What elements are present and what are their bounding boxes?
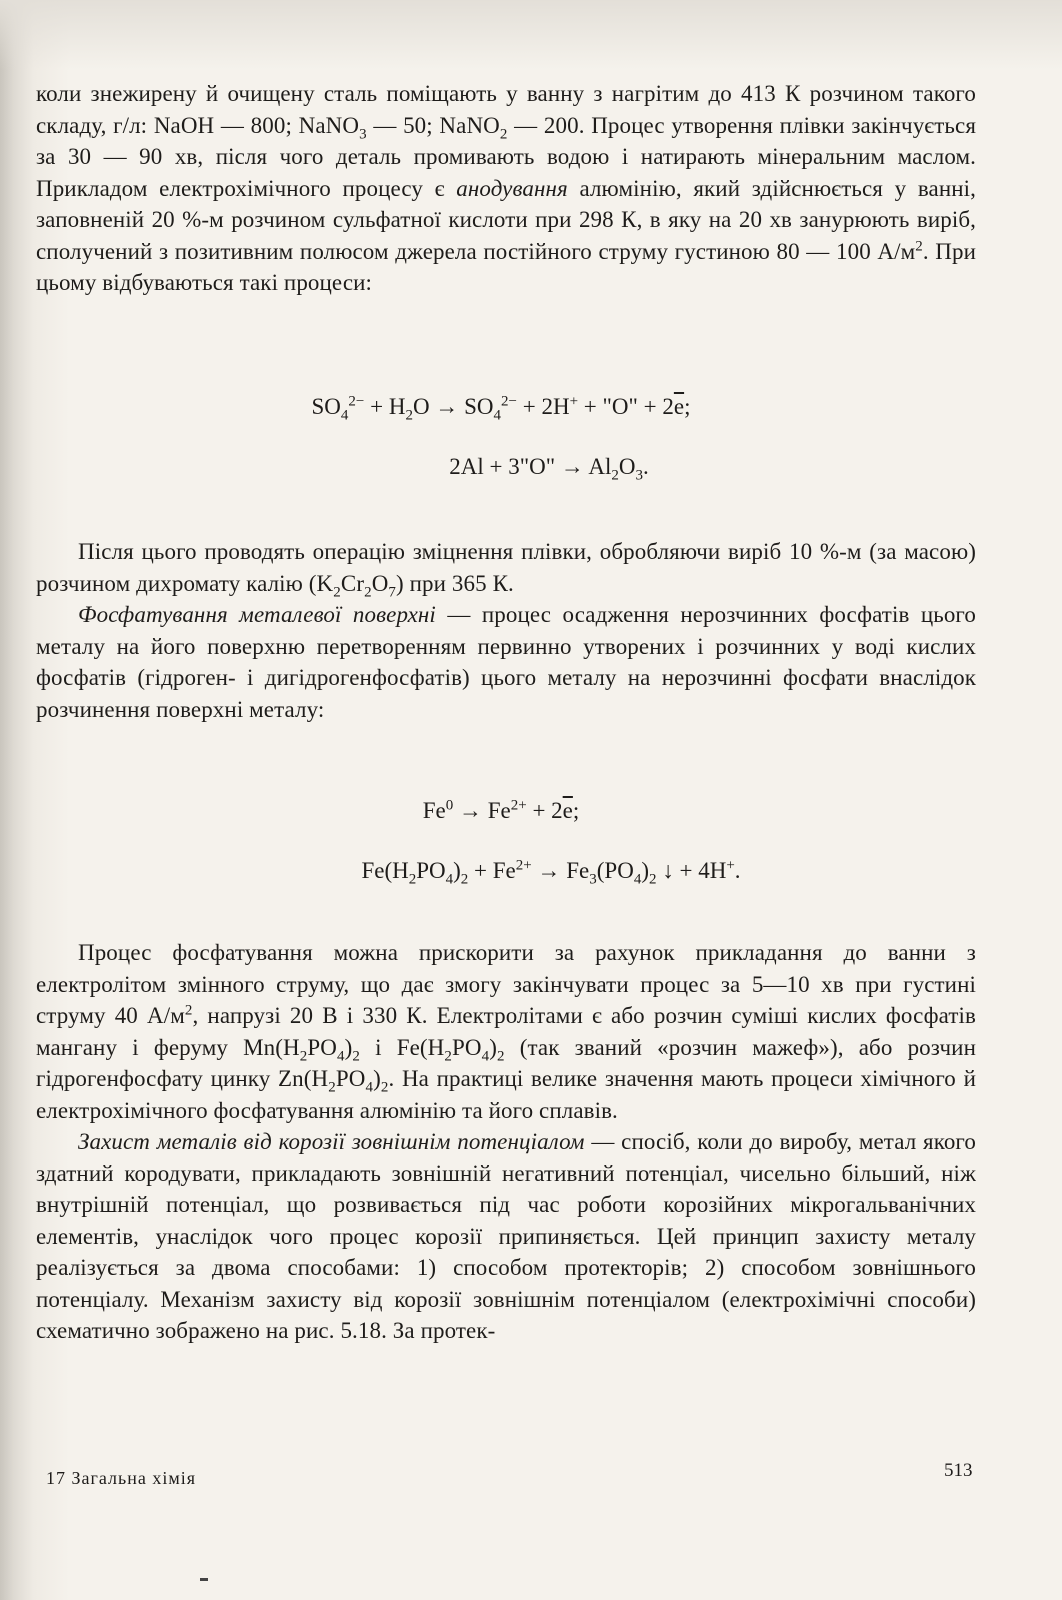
text-run: і Fe(H	[359, 1034, 445, 1060]
formula-phosphating-1	[0, 798, 1032, 824]
formula-part: )	[344, 1034, 353, 1060]
formula-part: O	[371, 570, 389, 596]
subscript: 2	[405, 407, 413, 424]
text-run: — 200. Процес утворення плівки закінчується за 30 — 90 хв, після чого деталь промивають водою і натирають мінеральним маслом. Прикладом електрохімічного процесу є	[36, 112, 976, 201]
superscript: 2+	[510, 797, 527, 814]
subscript: 2	[328, 1079, 336, 1096]
text-run: (так званий «розчин мажеф»), або розчин гідрогенфосфату цинку Zn(H	[36, 1034, 976, 1091]
footer-signature: 17 Загальна хімія	[46, 1468, 197, 1488]
subscript: 3	[359, 126, 367, 143]
subscript: 7	[388, 584, 397, 601]
formula-part: Cr	[340, 570, 365, 596]
formula-part: Fe	[422, 798, 446, 823]
superscript: 2	[915, 237, 923, 254]
page-number: 513	[944, 1460, 973, 1481]
subscript: 2	[352, 1048, 360, 1065]
subscript: 2	[648, 871, 657, 888]
subscript: 3	[589, 871, 597, 888]
page-shadow	[0, 0, 1062, 70]
text-run: — спосіб, коли до виробу, метал якого здатний кородувати, прикладають зовнішній негативний потенціал, чисельно більший, ніж внутрішній потенціал, що розвивається під час роботи корозійних мікрогальванічних елементів, унаслідок чого процес корозії припиняється. Цей принцип захисту металу реалізується за двома способами: 1) способом протекторів; 2) способом зовнішнього потенціалу. Механізм захисту від корозії зовнішнім потенціалом (електрохімічні способи) схематично зображено на рис. 5.18. За протек-	[36, 1129, 976, 1343]
subscript: 2	[299, 1048, 308, 1065]
formula-part: (K	[308, 570, 334, 596]
formula-part: PO	[416, 858, 446, 883]
subscript: 4	[336, 1048, 345, 1065]
formula-part: + "O" + 2	[578, 394, 674, 419]
formula-part: .	[734, 858, 741, 883]
subscript: 4	[445, 871, 454, 888]
print-mark	[200, 1578, 208, 1581]
superscript: 2	[184, 1002, 193, 1019]
subscript: 2	[364, 584, 372, 601]
formula-part: → Fe	[531, 858, 590, 883]
text-run: — процес осадження нерозчинних фосфатів цього металу на його поверхню перетворенням первинно утворених і розчинних у воді кислих фосфатів (гідроген- і дигідрогенфосфатів) цього металу на нерозчинні фосфати внаслідок розчинення поверхні металу:	[36, 602, 976, 722]
emphasis-term: анодування	[456, 175, 568, 201]
text-run: . При цьому відбуваються такі процеси:	[36, 238, 976, 295]
subscript: 2	[460, 871, 469, 888]
formula-part: + 2	[526, 798, 563, 823]
paragraph-5	[36, 1126, 976, 1347]
formula-part: + H	[364, 394, 406, 419]
text-run: алюмінію, який здійснюється у ванні, заповненій 20 %-м розчином сульфатної кислоти при 298 К, в яку на 20 хв занурюють виріб, сполучений з позитивним полюсом джерела постійного струму густиною 80 — 100 А/м	[36, 175, 976, 264]
emphasis-term: Фосфатування металевої поверхні	[78, 602, 436, 627]
electron-symbol: $\overline{e}$	[673, 394, 685, 419]
formula-part: O → SO	[412, 394, 494, 419]
subscript: 4	[493, 407, 501, 424]
paragraph-4	[36, 937, 976, 1126]
emphasis-term: Захист металів від корозії зовнішнім потенціалом	[78, 1129, 585, 1154]
formula-phosphating-2	[20, 857, 1062, 888]
subscript: 4	[633, 871, 642, 888]
formula-part: PO	[307, 1034, 337, 1060]
text-run: . На практиці велике значення мають процеси хімічного й електрохімічного фосфатування алюмінію та його сплавів.	[36, 1066, 976, 1123]
formula-part: )	[396, 570, 404, 596]
text-run: , напрузі 20 В і 330 К. Електролітами є або розчин суміші кислих фосфатів мангану і феруму Mn(H	[36, 1003, 976, 1060]
formula-part: PO	[335, 1066, 366, 1091]
formula-part: )	[641, 858, 649, 883]
electron-symbol: $\overline{e}$	[562, 798, 573, 823]
superscript: +	[726, 857, 735, 874]
formula-part: PO	[452, 1034, 482, 1060]
superscript: 0	[445, 797, 454, 814]
formula-part: .	[642, 454, 649, 479]
formula-part: ↓ + 4H	[656, 858, 727, 883]
subscript: 2	[611, 467, 619, 484]
text-run: Процес фосфатування можна прискорити за рахунок прикладання до ванни з електролітом змінного струму, що дає змогу закінчувати процес за 5—10 хв при густині струму 40 А/м	[36, 940, 976, 1028]
formula-part: 2Al + 3"O" → Al	[449, 454, 612, 479]
formula-part: (PO	[596, 858, 634, 883]
paragraph-3	[36, 599, 976, 725]
formula-part: + Fe	[468, 858, 516, 883]
paragraph-2-3	[36, 536, 976, 725]
formula-part: )	[489, 1034, 497, 1060]
subscript: 3	[635, 467, 643, 484]
formula-part: O	[618, 454, 636, 479]
formula-part: )	[453, 858, 461, 883]
superscript: 2−	[501, 393, 517, 410]
subscript: 2	[380, 1079, 389, 1096]
formula-part: ;	[572, 798, 580, 823]
formula-part: )	[373, 1066, 381, 1091]
text-run: Після цього проводять операцію зміцнення плівки, обробляючи виріб 10 %-м (за масою) розчином дихромату калію	[36, 539, 976, 596]
subscript: 4	[365, 1079, 374, 1096]
subscript: 4	[340, 407, 349, 424]
text-run: коли знежирену й очищену сталь поміщають у ванну з нагрітим до 413 К розчином такого складу, г/л: NaOH — 800; NaNO	[36, 81, 976, 138]
superscript: +	[569, 393, 579, 410]
formula-part: + 2H	[516, 394, 570, 419]
superscript: 2+	[515, 857, 532, 874]
subscript: 2	[444, 1048, 452, 1065]
text-run: при 365 К.	[403, 570, 514, 596]
paragraph-1	[36, 78, 976, 299]
superscript: 2−	[348, 393, 365, 410]
subscript: 2	[499, 126, 508, 143]
subscript: 2	[496, 1048, 505, 1065]
paragraph-4-5	[36, 937, 976, 1347]
subscript: 2	[408, 871, 417, 888]
formula-anodizing-1	[0, 393, 1032, 424]
formula-part: → Fe	[453, 798, 511, 823]
formula-anodizing-2	[18, 454, 1062, 484]
formula-part: Fe(H	[361, 858, 409, 883]
formula-part: ;	[684, 394, 691, 419]
formula-part: SO	[311, 394, 341, 419]
paragraph-2	[36, 536, 976, 599]
subscript: 2	[333, 584, 341, 601]
subscript: 4	[481, 1048, 490, 1065]
text-run: — 50; NaNO	[366, 112, 500, 138]
